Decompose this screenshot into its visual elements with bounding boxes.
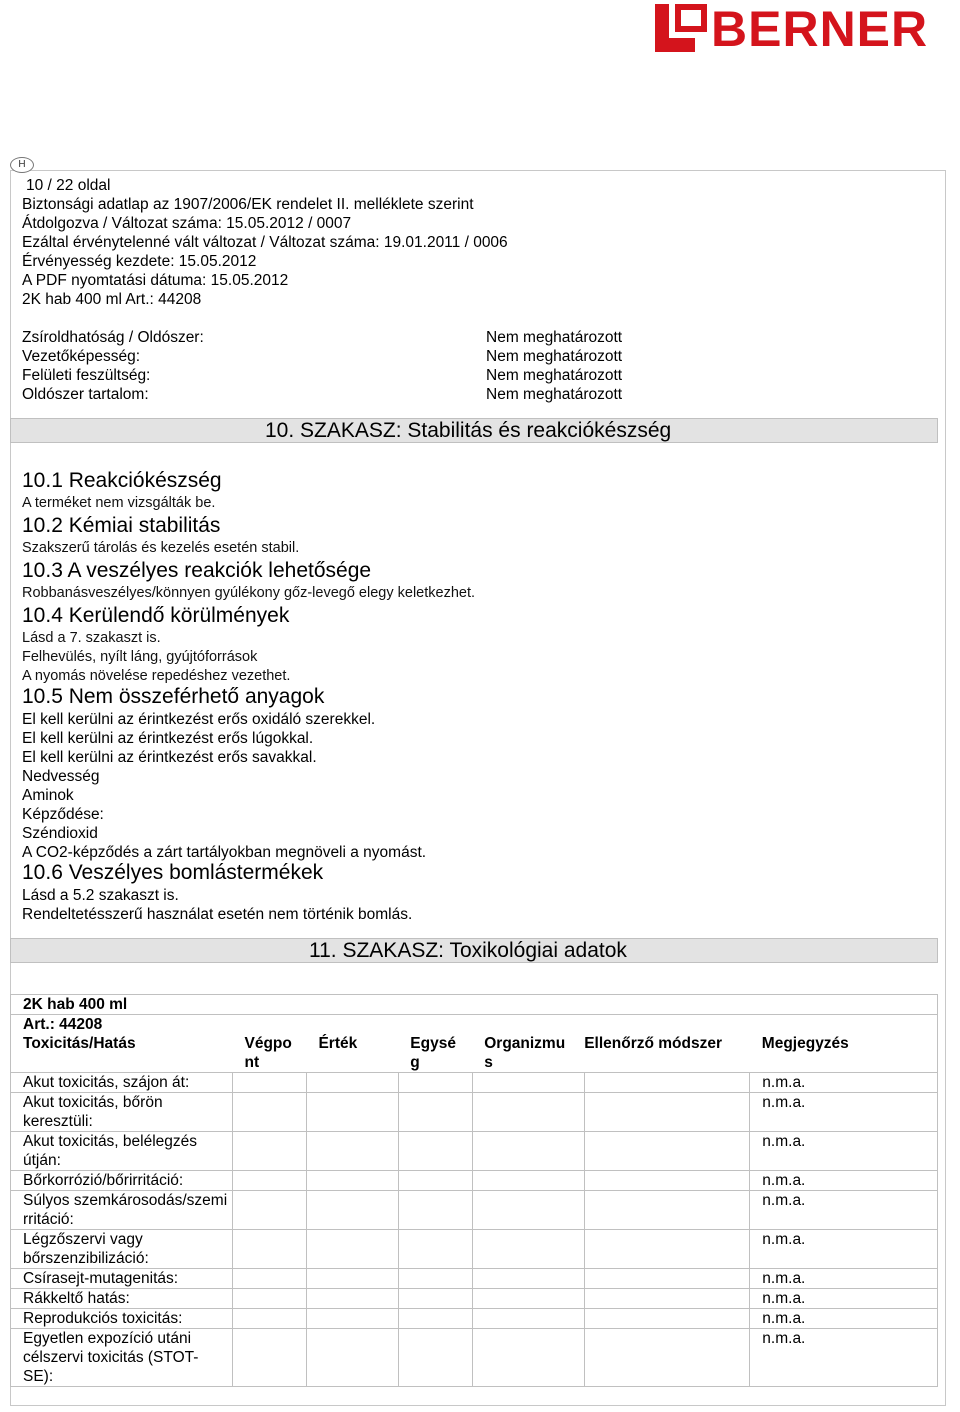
text-10-5: El kell kerülni az érintkezést erős lúgokkal. xyxy=(22,730,314,747)
section-10-title: 10. SZAKASZ: Stabilitás és reakciókészség xyxy=(265,419,672,442)
product-name: 2K hab 400 ml xyxy=(23,996,128,1013)
text-10-5: Széndioxid xyxy=(22,825,98,842)
remark-cell: n.m.a. xyxy=(750,1230,938,1269)
regulation-line: Biztonsági adatlap az 1907/2006/EK rendelet II. melléklete szerint xyxy=(22,196,474,213)
col-header-endpoint: Végpo nt xyxy=(244,1035,292,1071)
property-row xyxy=(22,385,722,404)
heading-10-2: 10.2 Kémiai stabilitás xyxy=(22,514,221,537)
property-row xyxy=(22,366,722,385)
table-row xyxy=(11,1171,938,1191)
text-10-1: A terméket nem vizsgálták be. xyxy=(22,495,216,511)
table-row xyxy=(11,1329,938,1387)
col-header-organism: Organizmu s xyxy=(484,1035,566,1071)
product-article: Art.: 44208 xyxy=(23,1016,103,1033)
effect-cell: Akut toxicitás, belélegzés útján: xyxy=(11,1132,233,1171)
remark-cell: n.m.a. xyxy=(750,1269,938,1289)
text-10-5: El kell kerülni az érintkezést erős oxidáló szerekkel. xyxy=(22,711,376,728)
property-value: Nem meghatározott xyxy=(486,329,623,346)
text-10-6b: Rendeltetésszerű használat esetén nem történik bomlás. xyxy=(22,906,413,923)
superseded-line: Ezáltal érvénytelenné vált változat / Változat száma: 19.01.2011 / 0006 xyxy=(22,234,508,251)
language-badge: H xyxy=(10,157,34,173)
effect-cell: Légzőszervi vagy bőrszenzibilizáció: xyxy=(11,1230,233,1269)
text-10-4a: Lásd a 7. szakaszt is. xyxy=(22,630,161,646)
effect-cell: Súlyos szemkárosodás/szemirritáció: xyxy=(11,1191,233,1230)
effect-cell: Egyetlen expozíció utáni célszervi toxicitás (STOT-SE): xyxy=(11,1329,233,1387)
table-row xyxy=(11,1230,938,1269)
remark-cell: n.m.a. xyxy=(750,1191,938,1230)
col-header-remark: Megjegyzés xyxy=(750,1034,938,1073)
property-label: Zsíroldhatóság / Oldószer: xyxy=(22,329,204,346)
effect-cell: Bőrkorrózió/bőrirritáció: xyxy=(11,1171,233,1191)
text-10-6a: Lásd a 5.2 szakaszt is. xyxy=(22,887,179,904)
section-11-bar xyxy=(10,938,938,963)
property-label: Vezetőképesség: xyxy=(22,348,141,365)
text-10-5: El kell kerülni az érintkezést erős savakkal. xyxy=(22,749,317,766)
toxicology-table xyxy=(10,994,938,1387)
col-header-unit: Egysé g xyxy=(410,1035,456,1071)
col-header-value: Érték xyxy=(318,1035,358,1052)
text-10-5: A CO2-képződés a zárt tartályokban megnöveli a nyomást. xyxy=(22,844,427,861)
heading-10-1: 10.1 Reakciókészség xyxy=(22,469,222,492)
remark-cell: n.m.a. xyxy=(750,1309,938,1329)
property-value: Nem meghatározott xyxy=(486,386,623,403)
property-label: Felületi feszültség: xyxy=(22,367,151,384)
validity-line: Érvényesség kezdete: 15.05.2012 xyxy=(22,253,257,270)
property-row xyxy=(22,328,722,347)
text-10-3: Robbanásveszélyes/könnyen gyúlékony gőz-levegő elegy keletkezhet. xyxy=(22,585,476,601)
table-row xyxy=(11,1073,938,1093)
text-10-4b: Felhevülés, nyílt láng, gyújtóforrások xyxy=(22,649,258,665)
heading-10-3: 10.3 A veszélyes reakciók lehetősége xyxy=(22,559,372,582)
revision-line: Átdolgozva / Változat száma: 15.05.2012 / 0007 xyxy=(22,215,352,232)
effect-cell: Akut toxicitás, bőrön keresztüli: xyxy=(11,1093,233,1132)
table-header-row xyxy=(11,1034,938,1073)
effect-cell: Akut toxicitás, szájon át: xyxy=(11,1073,233,1093)
remark-cell: n.m.a. xyxy=(750,1289,938,1309)
text-10-5: Nedvesség xyxy=(22,768,100,785)
table-row xyxy=(11,1132,938,1171)
berner-logo xyxy=(655,1,957,57)
table-product-row xyxy=(11,995,938,1015)
table-row xyxy=(11,1093,938,1132)
section-11-title: 11. SZAKASZ: Toxikológiai adatok xyxy=(309,939,627,962)
property-value: Nem meghatározott xyxy=(486,367,623,384)
page-number: 10 / 22 oldal xyxy=(26,177,111,194)
table-row xyxy=(11,1191,938,1230)
remark-cell: n.m.a. xyxy=(750,1093,938,1132)
text-10-5: Aminok xyxy=(22,787,74,804)
section-10-bar xyxy=(10,418,938,443)
berner-logo-text: BERNER xyxy=(711,1,929,57)
property-value: Nem meghatározott xyxy=(486,348,623,365)
col-header-effect: Toxicitás/Hatás xyxy=(11,1034,233,1073)
remark-cell: n.m.a. xyxy=(750,1132,938,1171)
berner-logo-mark xyxy=(655,4,707,52)
product-line: 2K hab 400 ml Art.: 44208 xyxy=(22,291,202,308)
table-row xyxy=(11,1309,938,1329)
effect-cell: Csírasejt-mutagenitás: xyxy=(11,1269,233,1289)
properties-list xyxy=(22,328,722,404)
remark-cell: n.m.a. xyxy=(750,1073,938,1093)
effect-cell: Rákkeltő hatás: xyxy=(11,1289,233,1309)
heading-10-6: 10.6 Veszélyes bomlástermékek xyxy=(22,861,324,884)
text-10-4c: A nyomás növelése repedéshez vezethet. xyxy=(22,668,291,684)
section-10-content xyxy=(22,468,932,924)
heading-10-5: 10.5 Nem összeférhető anyagok xyxy=(22,685,325,708)
text-10-5: Képződése: xyxy=(22,806,104,823)
remark-cell: n.m.a. xyxy=(750,1329,938,1387)
table-row xyxy=(11,1269,938,1289)
property-row xyxy=(22,347,722,366)
remark-cell: n.m.a. xyxy=(750,1171,938,1191)
text-10-2: Szakszerű tárolás és kezelés esetén stabil. xyxy=(22,540,300,556)
table-row xyxy=(11,1289,938,1309)
document-header xyxy=(22,176,508,309)
col-header-method: Ellenőrző módszer xyxy=(584,1035,722,1052)
property-label: Oldószer tartalom: xyxy=(22,386,149,403)
print-date-line: A PDF nyomtatási dátuma: 15.05.2012 xyxy=(22,272,289,289)
table-article-row xyxy=(11,1015,938,1035)
heading-10-4: 10.4 Kerülendő körülmények xyxy=(22,604,290,627)
effect-cell: Reprodukciós toxicitás: xyxy=(11,1309,233,1329)
